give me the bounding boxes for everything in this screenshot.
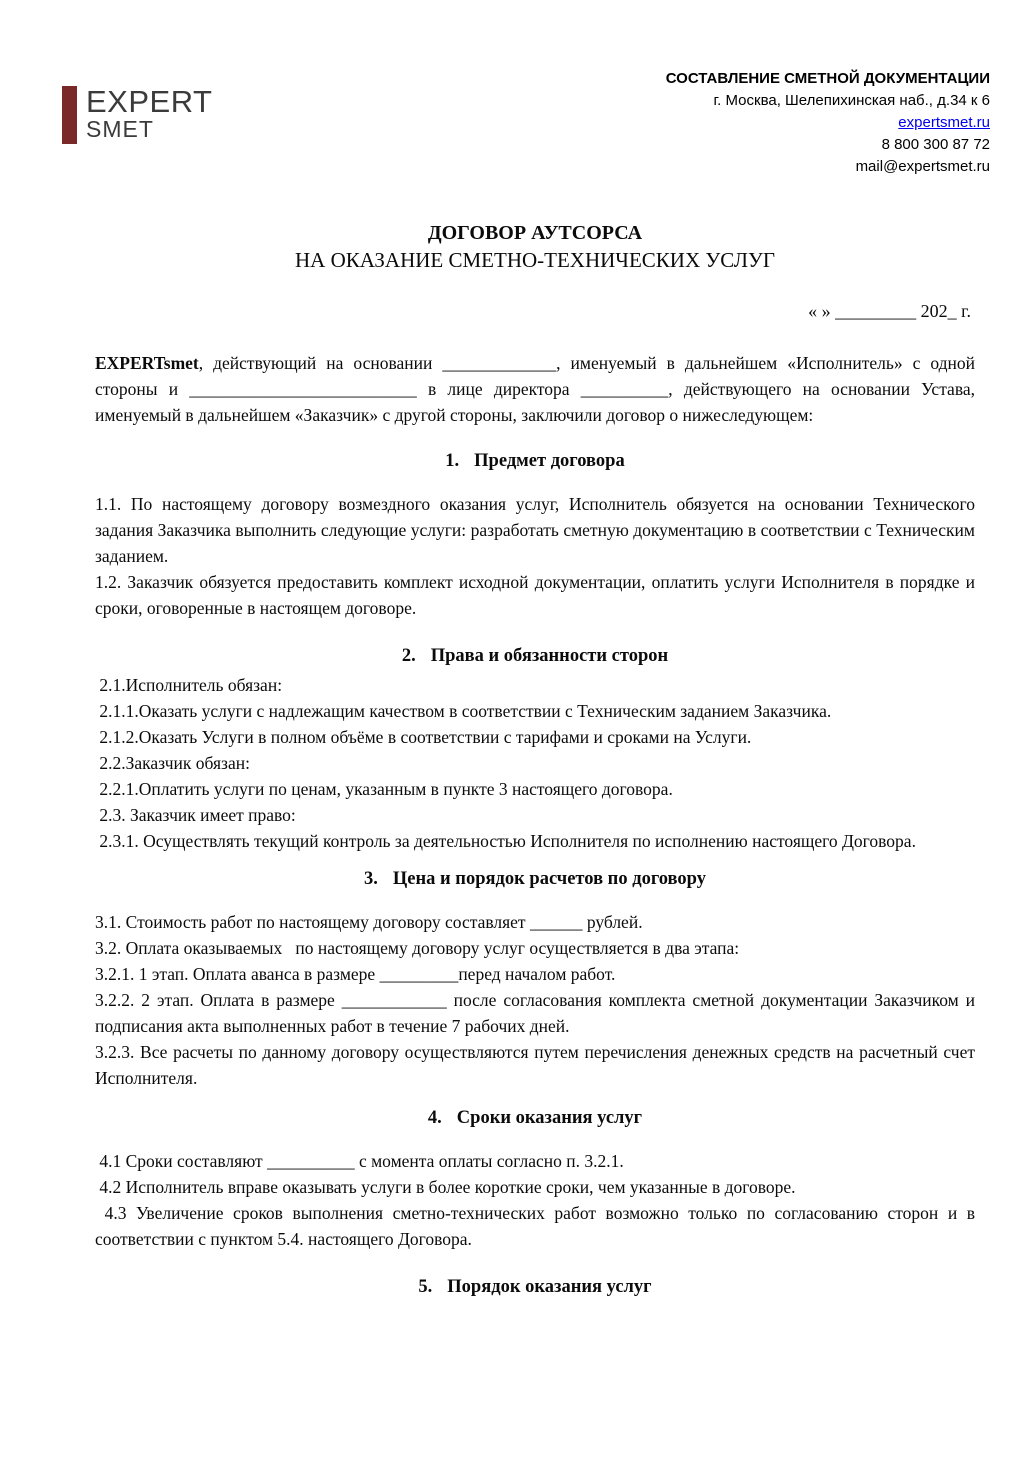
- section-2-number: 2.: [401, 646, 416, 666]
- document-title: [95, 220, 975, 274]
- section-4-heading: [95, 1105, 975, 1131]
- clause-2-1: 2.1.Исполнитель обязан:: [95, 675, 283, 695]
- section-1-subject: [95, 448, 980, 621]
- section-4-body: [95, 1148, 980, 1252]
- clause-2-2: 2.2.Заказчик обязан:: [95, 753, 250, 773]
- section-3-price: [95, 866, 980, 1091]
- contact-heading: СОСТАВЛЕНИЕ СМЕТНОЙ ДОКУМЕНТАЦИИ: [665, 70, 990, 87]
- clause-4-3: 4.3 Увеличение сроков выполнения сметно-технических работ возможно только по согласованию сторон и в соответствии с пунктом 5.4. настоящего Договора.: [95, 1203, 980, 1249]
- section-4-terms: [95, 1105, 980, 1252]
- clause-2-3: 2.3. Заказчик имеет право:: [95, 805, 296, 825]
- expertsmet-logo: [62, 86, 212, 144]
- section-1-title: Предмет договора: [474, 451, 625, 471]
- logo-text: [86, 86, 212, 144]
- section-5-number: 5.: [418, 1277, 433, 1297]
- clause-2-1-2: 2.1.2.Оказать Услуги в полном объёме в соответствии с тарифами и сроками на Услуги.: [95, 727, 752, 747]
- logo-accent-bar: [62, 86, 77, 144]
- section-2-heading: [95, 643, 975, 669]
- section-1-body: [95, 491, 980, 621]
- clause-2-3-1: 2.3.1. Осуществлять текущий контроль за деятельностью Исполнителя по исполнению настоящего Договора.: [95, 831, 916, 851]
- document-body: [0, 220, 1036, 1300]
- intro-text: , действующий на основании _____________, именуемый в дальнейшем «Исполнитель» с одной стороны и __________________________ в лице директора __________, действующего на основании Устава, именуемый в дальнейшем «Заказчик» с другой стороны, заключили договор о нижеследующем:: [95, 353, 980, 425]
- document-title-line2: НА ОКАЗАНИЕ СМЕТНО-ТЕХНИЧЕСКИХ УСЛУГ: [295, 248, 775, 272]
- website-link[interactable]: expertsmet.ru: [898, 114, 990, 131]
- page-header: [0, 0, 1036, 180]
- clause-4-2: 4.2 Исполнитель вправе оказывать услуги в более короткие сроки, чем указанные в договоре.: [95, 1177, 796, 1197]
- section-2-body: [95, 672, 975, 854]
- clause-3-2-1: 3.2.1. 1 этап. Оплата аванса в размере _________перед началом работ.: [95, 964, 616, 984]
- clause-3-2-3: 3.2.3. Все расчеты по данному договору осуществляются путем перечисления денежных средств на расчетный счет Исполнителя.: [95, 1042, 980, 1088]
- intro-company-name: EXPERTsmet: [95, 353, 199, 373]
- contact-phone: 8 800 300 87 72: [881, 136, 990, 153]
- contact-block: [666, 68, 990, 178]
- section-5-heading: [95, 1274, 975, 1300]
- clause-1-2: 1.2. Заказчик обязуется предоставить комплект исходной документации, оплатить услуги Исполнителя в порядке и сроки, оговоренные в настоящем договоре.: [95, 572, 980, 618]
- date-placeholder-line: « » _________ 202_ г.: [808, 301, 971, 321]
- document-title-line1: ДОГОВОР АУТСОРСА: [427, 222, 643, 244]
- section-4-title: Сроки оказания услуг: [456, 1108, 643, 1128]
- section-2-title: Права и обязанности сторон: [430, 646, 669, 666]
- section-5-order: [95, 1274, 975, 1300]
- section-3-title: Цена и порядок расчетов по договору: [392, 869, 706, 889]
- section-1-heading: [95, 448, 975, 474]
- intro-paragraph: [95, 350, 980, 428]
- clause-3-2-2: 3.2.2. 2 этап. Оплата в размере ____________ после согласования комплекта сметной документации Заказчиком и подписания акта выполненных работ в течение 7 рабочих дней.: [95, 990, 980, 1036]
- contact-email: mail@expertsmet.ru: [855, 158, 990, 175]
- logo-line-smet: SMET: [86, 116, 154, 142]
- section-3-number: 3.: [364, 869, 378, 889]
- clause-1-1: 1.1. По настоящему договору возмездного оказания услуг, Исполнитель обязуется на основании Технического задания Заказчика выполнить следующие услуги: разработать сметную документацию в соответствии с Техническим заданием.: [95, 494, 980, 566]
- clause-2-2-1: 2.2.1.Оплатить услуги по ценам, указанным в пункте 3 настоящего договора.: [95, 779, 673, 799]
- clause-2-1-1: 2.1.1.Оказать услуги с надлежащим качеством в соответствии с Техническим заданием Заказчика.: [95, 701, 832, 721]
- contact-address: г. Москва, Шелепихинская наб., д.34 к 6: [713, 92, 990, 109]
- clause-3-1: 3.1. Стоимость работ по настоящему договору составляет ______ рублей.: [95, 912, 643, 932]
- section-2-rights-duties: [95, 643, 975, 854]
- section-4-number: 4.: [427, 1108, 442, 1128]
- clause-4-1: 4.1 Сроки составляют __________ с момента оплаты согласно п. 3.2.1.: [95, 1151, 624, 1171]
- logo-line-expert: EXPERT: [86, 84, 213, 119]
- section-3-heading: [95, 866, 975, 892]
- section-1-number: 1.: [445, 451, 460, 471]
- section-5-title: Порядок оказания услуг: [447, 1277, 652, 1297]
- section-3-body: [95, 909, 980, 1091]
- clause-3-2: 3.2. Оплата оказываемых по настоящему договору услуг осуществляется в два этапа:: [95, 938, 740, 958]
